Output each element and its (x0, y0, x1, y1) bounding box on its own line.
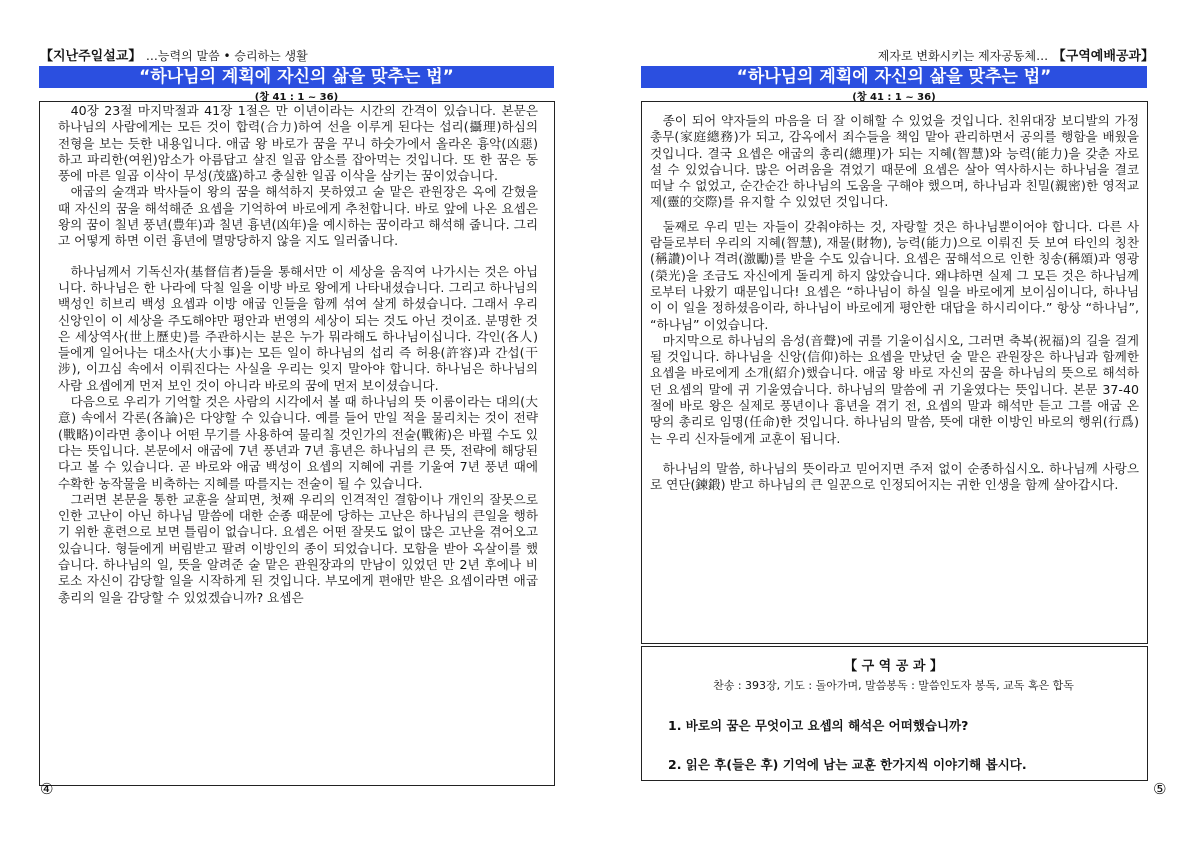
study-question: 2. 읽은 후(들은 후) 기억에 남는 교훈 한가지씩 이야기해 봅시다. (668, 757, 1027, 772)
study-box-hymn-line: 찬송 : 393장, 기도 : 돌아가며, 말씀봉독 : 말씀인도자 봉독, 교독 혹은 합독 (713, 679, 1074, 692)
right-header-subtitle: 제자로 변화시키는 제자공동체… (877, 49, 1049, 63)
right-scripture-reference: (창 41 : 1 ~ 36) (852, 92, 936, 103)
left-header-tag: 【지난주일설교】 (40, 49, 142, 64)
left-paragraph: 애굽의 술객과 박사들이 왕의 꿈을 해석하지 못하였고 술 맡은 관원장은 옥에 갇혔을 때 자신의 꿈을 해석해준 요셉을 기억하여 바로에게 추천합니다. 바로 앞에 나온 요셉은 왕의 꿈이 칠년 풍년(豊年)과 칠년 흉년(凶年)을 예시하는 꿈이라고 해석해 줍니다. 그리고 어떻게 하면 이런 흉년에 멸망당하지 않을 지도 일러줍니다. (58, 184, 538, 249)
right-sermon-title: “하나님의 계획에 자신의 삶을 맞추는 법” (736, 67, 1052, 87)
left-paragraph: 다음으로 우리가 기억할 것은 사람의 시각에서 볼 때 하나님의 뜻 이룸이라는 대의(大意) 속에서 각론(各論)은 다양할 수 있습니다. 예를 들어 만일 적을 물리치는 것이 전략(戰略)이라면 총이나 어떤 무기를 사용하여 물리칠 것인가의 전술(戰術)은 바뀔 수도 있다는 뜻입니다. 본문에서 애굽에 7년 풍년과 7년 흉년은 하나님의 큰 뜻, 전략에 해당된다고 볼 수 있습니다. 곧 바로와 애굽 백성이 요셉의 지혜에 귀를 기울여 7년 풍년 때에 수확한 농작물을 비축하는 지혜를 따를지는 전술이 될 수 있습니다. (58, 394, 538, 491)
left-page-number: ④ (40, 780, 54, 798)
right-paragraph: 종이 되어 약자들의 마음을 더 잘 이해할 수 있었을 것입니다. 친위대장 보디발의 가정총무(家庭總務)가 되고, 감옥에서 죄수들을 책임 맡아 관리하면서 공의를 행함을 배웠을 것입니다. 결국 요셉은 애굽의 총리(總理)가 되는 지혜(智慧)와 능력(能力)을 갖춘 자로 설 수 있었습니다. 많은 어려움을 겪었기 때문에 요셉은 살아 역사하시는 하나님을 결코 떠날 수 없었고, 순간순간 하나님의 도움을 구해야 했으며, 하나님과 친밀(親密)한 영적교제(靈的交際)를 유지할 수 있었던 것입니다. (650, 113, 1139, 210)
right-body-text (650, 113, 1139, 494)
left-scripture-reference: (창 41 : 1 ~ 36) (254, 92, 339, 103)
left-header (40, 45, 308, 64)
left-sermon-title: “하나님의 계획에 자신의 삶을 맞추는 법” (139, 67, 454, 87)
right-header (878, 45, 1154, 64)
right-title-bar (641, 66, 1147, 88)
right-page-number: ⑤ (1153, 780, 1167, 798)
right-paragraph: 하나님의 말씀, 하나님의 뜻이라고 믿어지면 주저 없이 순종하십시오. 하나님께 사랑으로 연단(鍊鍛) 받고 하나님의 큰 일꾼으로 인정되어지는 귀한 인생을 함께 살아갑시다. (650, 460, 1139, 493)
left-paragraph: 40장 23절 마지막절과 41장 1절은 만 이년이라는 시간의 간격이 있습니다. 본문은 하나님의 사람에게는 모든 것이 합력(合力)하여 선을 이루게 된다는 섭리(攝理)하심의 전형을 보는 듯한 내용입니다. 애굽 왕 바로가 꿈을 꾸니 하숫가에서 올라온 흉악(凶惡)하고 파리한(여윈)암소가 아름답고 살진 일곱 암소를 잡아먹는 것입니다. 또 한 꿈은 동풍에 마른 일곱 이삭이 무성(茂盛)하고 충실한 일곱 이삭을 삼키는 꿈이었습니다. (58, 103, 538, 184)
left-paragraph: 그러면 본문을 통한 교훈을 살피면, 첫째 우리의 인격적인 결함이나 개인의 잘못으로 인한 고난이 아닌 하나님 말씀에 대한 순종 때문에 당하는 고난은 하나님의 큰일을 행하기 위한 훈련으로 보면 틀림이 없습니다. 요셉은 어떤 잘못도 없이 많은 고난을 겪어오고 있습니다. 형들에게 버림받고 팔려 이방인의 종이 되었습니다. 모함을 받아 옥살이를 했습니다. 하나님의 일, 뜻을 알려준 술 맡은 관원장과의 만남이 있었던 만 2년 후에나 비로소 자신이 감당할 일을 시작하게 된 것입니다. 부모에게 편애만 받은 요셉이라면 애굽 총리의 일을 감당할 수 있었겠습니까? 요셉은 (58, 491, 538, 605)
study-question: 1. 바로의 꿈은 무엇이고 요셉의 해석은 어떠했습니까? (668, 718, 969, 733)
right-header-tag: 【구역예배공과】 (1052, 49, 1154, 64)
left-header-subtitle: …능력의 말씀 • 승리하는 생활 (145, 49, 308, 63)
left-paragraph: 하나님께서 기독신자(基督信者)들을 통해서만 이 세상을 움직여 나가시는 것은 아닙니다. 하나님은 한 나라에 닥칠 일을 이방 바로 왕에게 나타내셨습니다. 그리고 하나님의 백성인 히브리 백성 요셉과 이방 애굽 인들을 함께 섞여 살게 하셨습니다. 그래서 우리 신앙인이 이 세상을 주도해야만 평안과 번영의 세상이 되는 것도 아닌 것이죠. 분명한 것은 세상역사(世上歷史)를 주관하시는 분은 누가 뭐라해도 하나님이십니다. 각인(各人)들에게 일어나는 대소사(大小事)는 모든 일이 하나님의 섭리 즉 허용(許容)과 간섭(干涉), 이끄심 속에서 이뤄진다는 사실을 우리는 잊지 말아야 합니다. 하나님은 하나님의 사람 요셉에게 먼저 보인 것이 아니라 바로의 꿈에 먼저 보이셨습니다. (58, 263, 538, 393)
right-paragraph: 마지막으로 하나님의 음성(音聲)에 귀를 기울이십시오, 그러면 축복(祝福)의 길을 걸게 될 것입니다. 하나님을 신앙(信仰)하는 요셉을 만났던 술 맡은 관원장은 하나님과 함께한 요셉을 바로에게 소개(紹介)했습니다. 애굽 왕 바로 자신의 꿈을 하나님의 뜻으로 해석하던 요셉의 말에 귀 기울였습니다. 하나님의 말씀에 귀 기울였다는 뜻입니다. 본문 37-40절에 바로 왕은 실제로 풍년이나 흉년을 겪기 전, 요셉의 말과 해석만 듣고 그를 애굽 온 땅의 총리로 임명(任命)한 것입니다. 하나님의 말씀, 뜻에 대한 이방인 바로의 행위(行爲)는 우리 신자들에게 교훈이 됩니다. (650, 332, 1139, 446)
study-box-title: 【 구 역 공 과 】 (844, 659, 943, 674)
right-paragraph: 둘째로 우리 믿는 자들이 갖춰야하는 것, 자랑할 것은 하나님뿐이어야 합니다. 다른 사람들로부터 우리의 지혜(智慧), 재물(財物), 능력(能力)으로 이뤄진 듯 보여 타인의 칭찬(稱讚)이나 격려(激勵)를 받을 수도 있습니다. 요셉은 꿈해석으로 인한 칭송(稱頌)과 영광(榮光)을 조금도 자신에게 돌리게 하지 않았습니다. 왜냐하면 실제 그 모든 것은 하나님께로부터 나왔기 때문입니다! 요셉은 “하나님이 하실 일을 바로에게 보이심이니다, 하나님이 이 일을 정하셨음이라, 하나님이 바로에게 평안한 대답을 하시리이다.” 항상 “하나님”, “하나님” 이었습니다. (650, 218, 1139, 332)
left-body-text (58, 103, 538, 606)
left-title-bar (39, 66, 554, 88)
